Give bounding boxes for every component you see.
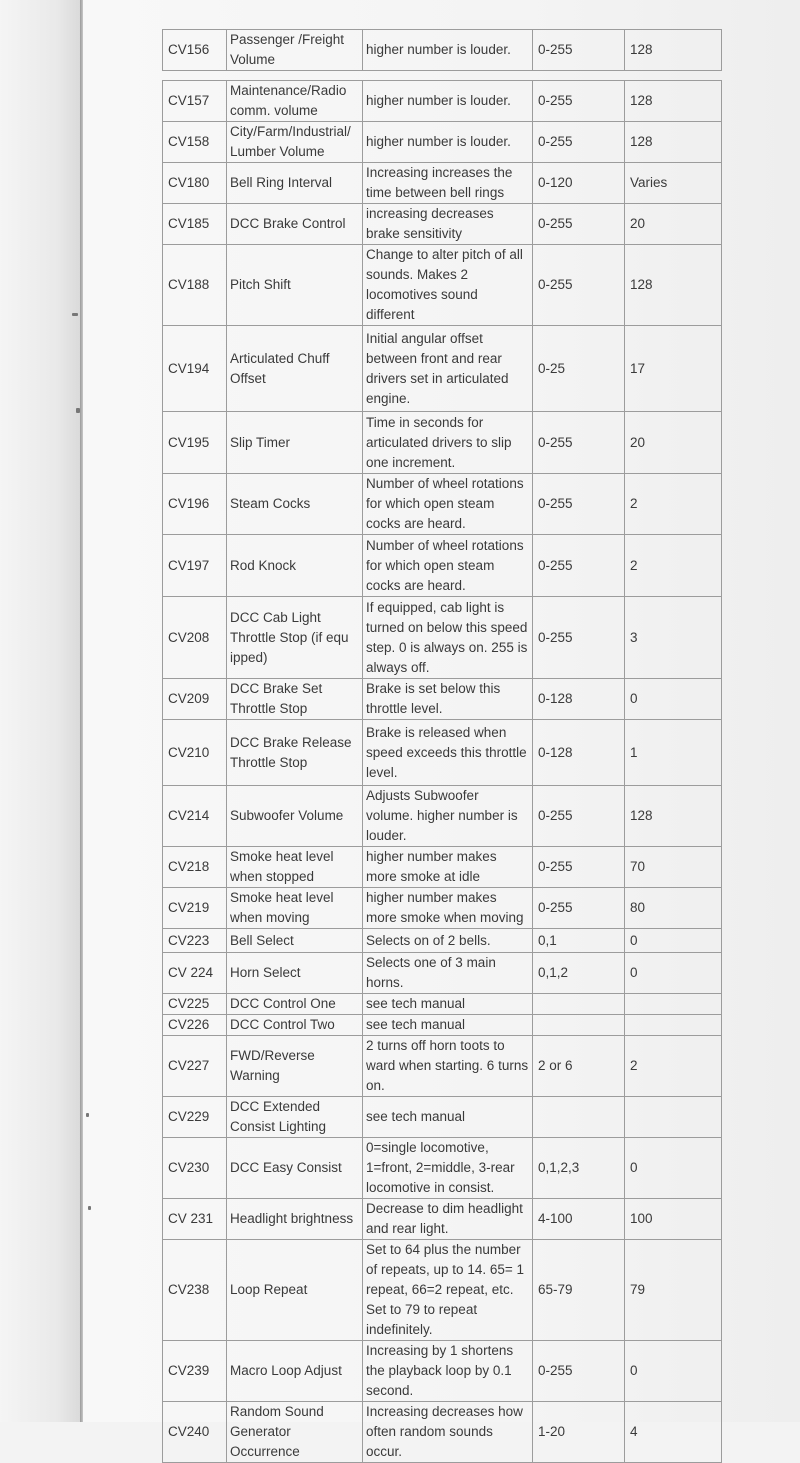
cv-name: FWD/Reverse Warning	[227, 1036, 363, 1097]
table-row	[163, 163, 722, 204]
cv-range	[533, 1015, 625, 1036]
cv-number: CV214	[163, 786, 227, 847]
cv-number: CV180	[163, 163, 227, 204]
cv-name: City/Farm/Industrial/ Lumber Volume	[227, 122, 363, 163]
cv-range: 0-255	[533, 81, 625, 122]
binding-mark	[76, 408, 80, 413]
cv-description: see tech manual	[363, 1097, 533, 1138]
cv-description: higher number is louder.	[363, 122, 533, 163]
cv-range: 0,1	[533, 929, 625, 953]
left-margin	[0, 0, 82, 1422]
cv-name: Loop Repeat	[227, 1240, 363, 1341]
cv-table-body	[163, 81, 722, 1463]
table-row	[163, 929, 722, 953]
cv-default: 4	[625, 1402, 722, 1463]
cv-description: higher number makes more smoke at idle	[363, 847, 533, 888]
cv-description: Time in seconds for articulated drivers to slip one increment.	[363, 412, 533, 474]
cv-range: 0-255	[533, 204, 625, 245]
cv-number: CV240	[163, 1402, 227, 1463]
cv-default: 128	[625, 245, 722, 326]
table-row	[163, 1341, 722, 1402]
binding-mark	[72, 313, 78, 316]
table-row	[163, 1015, 722, 1036]
cv-default: 2	[625, 1036, 722, 1097]
cv-number: CV157	[163, 81, 227, 122]
cv-name: DCC Brake Control	[227, 204, 363, 245]
cv-default: 79	[625, 1240, 722, 1341]
cv-description: Decrease to dim headlight and rear light.	[363, 1199, 533, 1240]
cv-number: CV 231	[163, 1199, 227, 1240]
cv-number: CV223	[163, 929, 227, 953]
cv-default: 0	[625, 953, 722, 994]
cv-name: Passenger /Freight Volume	[227, 30, 363, 71]
cv-table-main	[162, 80, 722, 1463]
cv-name: Bell Select	[227, 929, 363, 953]
table-row	[163, 245, 722, 326]
cv-default: 70	[625, 847, 722, 888]
cv-name: Slip Timer	[227, 412, 363, 474]
cv-description: higher number makes more smoke when moving	[363, 888, 533, 929]
cv-range: 0-255	[533, 245, 625, 326]
cv-description: see tech manual	[363, 1015, 533, 1036]
cv-default: 0	[625, 679, 722, 720]
cv-default: 20	[625, 204, 722, 245]
cv-description: higher number is louder.	[363, 81, 533, 122]
table-row	[163, 679, 722, 720]
cv-default	[625, 994, 722, 1015]
cv-range: 0-255	[533, 888, 625, 929]
cv-description: Initial angular offset between front and rear drivers set in articulated engine.	[363, 326, 533, 412]
table-row	[163, 81, 722, 122]
cv-range: 4-100	[533, 1199, 625, 1240]
table-row	[163, 122, 722, 163]
cv-default: 128	[625, 30, 722, 71]
cv-number: CV185	[163, 204, 227, 245]
cv-description: Set to 64 plus the number of repeats, up to 14. 65= 1 repeat, 66=2 repeat, etc. Set to 79 to repeat indefinitely.	[363, 1240, 533, 1341]
table-row	[163, 1036, 722, 1097]
cv-number: CV156	[163, 30, 227, 71]
table-row	[163, 30, 722, 71]
cv-name: DCC Brake Release Throttle Stop	[227, 720, 363, 786]
cv-range: 0-128	[533, 679, 625, 720]
cv-number: CV218	[163, 847, 227, 888]
cv-default: 20	[625, 412, 722, 474]
cv-default: 0	[625, 1341, 722, 1402]
cv-name: DCC Brake Set Throttle Stop	[227, 679, 363, 720]
binding-mark	[86, 1113, 89, 1117]
cv-name: DCC Control One	[227, 994, 363, 1015]
cv-range: 0-255	[533, 535, 625, 597]
table-row	[163, 888, 722, 929]
cv-default: 128	[625, 786, 722, 847]
cv-range: 0-255	[533, 474, 625, 535]
cv-description: Brake is set below this throttle level.	[363, 679, 533, 720]
cv-default	[625, 1015, 722, 1036]
cv-description: 2 turns off horn toots to ward when starting. 6 turns on.	[363, 1036, 533, 1097]
cv-description: Adjusts Subwoofer volume. higher number is louder.	[363, 786, 533, 847]
table-row	[163, 1097, 722, 1138]
cv-name: Macro Loop Adjust	[227, 1341, 363, 1402]
cv-number: CV194	[163, 326, 227, 412]
cv-range: 0-255	[533, 30, 625, 71]
cv-name: DCC Easy Consist	[227, 1138, 363, 1199]
table-row	[163, 847, 722, 888]
cv-default: 128	[625, 81, 722, 122]
cv-name: Maintenance/Radio comm. volume	[227, 81, 363, 122]
cv-number: CV209	[163, 679, 227, 720]
cv-description: 0=single locomotive, 1=front, 2=middle, 3-rear locomotive in consist.	[363, 1138, 533, 1199]
cv-range: 0,1,2	[533, 953, 625, 994]
cv-default: 0	[625, 1138, 722, 1199]
cv-table-top	[162, 29, 722, 71]
cv-number: CV208	[163, 597, 227, 679]
cv-description: Number of wheel rotations for which open steam cocks are heard.	[363, 535, 533, 597]
table-row	[163, 953, 722, 994]
cv-description: Increasing increases the time between bell rings	[363, 163, 533, 204]
cv-range	[533, 994, 625, 1015]
cv-description: Increasing decreases how often random sounds occur.	[363, 1402, 533, 1463]
cv-description: higher number is louder.	[363, 30, 533, 71]
cv-number: CV230	[163, 1138, 227, 1199]
cv-default: 2	[625, 474, 722, 535]
cv-range: 0,1,2,3	[533, 1138, 625, 1199]
cv-name: DCC Extended Consist Lighting	[227, 1097, 363, 1138]
cv-description: see tech manual	[363, 994, 533, 1015]
cv-default: 17	[625, 326, 722, 412]
cv-range	[533, 1097, 625, 1138]
cv-description: Selects on of 2 bells.	[363, 929, 533, 953]
cv-number: CV197	[163, 535, 227, 597]
cv-number: CV195	[163, 412, 227, 474]
cv-number: CV227	[163, 1036, 227, 1097]
cv-range: 0-255	[533, 847, 625, 888]
cv-description: Change to alter pitch of all sounds. Makes 2 locomotives sound different	[363, 245, 533, 326]
cv-name: Bell Ring Interval	[227, 163, 363, 204]
cv-default: 1	[625, 720, 722, 786]
cv-name: DCC Cab Light Throttle Stop (if equ ipped)	[227, 597, 363, 679]
cv-default: 128	[625, 122, 722, 163]
table-row	[163, 204, 722, 245]
cv-name: Steam Cocks	[227, 474, 363, 535]
cv-name: Articulated Chuff Offset	[227, 326, 363, 412]
cv-description: Brake is released when speed exceeds this throttle level.	[363, 720, 533, 786]
table-row	[163, 720, 722, 786]
cv-range: 1-20	[533, 1402, 625, 1463]
cv-range: 0-255	[533, 1341, 625, 1402]
cv-default: 100	[625, 1199, 722, 1240]
cv-number: CV229	[163, 1097, 227, 1138]
table-row	[163, 597, 722, 679]
binding-gutter	[80, 0, 83, 1422]
cv-name: Subwoofer Volume	[227, 786, 363, 847]
cv-default	[625, 1097, 722, 1138]
cv-name: Smoke heat level when stopped	[227, 847, 363, 888]
cv-range: 2 or 6	[533, 1036, 625, 1097]
cv-range: 0-255	[533, 597, 625, 679]
cv-number: CV239	[163, 1341, 227, 1402]
cv-description: Selects one of 3 main horns.	[363, 953, 533, 994]
cv-default: 0	[625, 929, 722, 953]
cv-default: 2	[625, 535, 722, 597]
cv-name: DCC Control Two	[227, 1015, 363, 1036]
cv-number: CV238	[163, 1240, 227, 1341]
table-row	[163, 1240, 722, 1341]
cv-range: 0-25	[533, 326, 625, 412]
cv-number: CV210	[163, 720, 227, 786]
table-row	[163, 326, 722, 412]
cv-number: CV219	[163, 888, 227, 929]
cv-description: increasing decreases brake sensitivity	[363, 204, 533, 245]
table-row	[163, 412, 722, 474]
cv-default: 3	[625, 597, 722, 679]
table-row	[163, 535, 722, 597]
cv-range: 0-255	[533, 786, 625, 847]
cv-number: CV188	[163, 245, 227, 326]
cv-name: Headlight brightness	[227, 1199, 363, 1240]
cv-name: Rod Knock	[227, 535, 363, 597]
table-row	[163, 994, 722, 1015]
cv-description: Number of wheel rotations for which open steam cocks are heard.	[363, 474, 533, 535]
table-row	[163, 1199, 722, 1240]
cv-range: 0-255	[533, 412, 625, 474]
cv-range: 0-128	[533, 720, 625, 786]
cv-description: Increasing by 1 shortens the playback loop by 0.1 second.	[363, 1341, 533, 1402]
cv-number: CV 224	[163, 953, 227, 994]
cv-default: Varies	[625, 163, 722, 204]
cv-name: Smoke heat level when moving	[227, 888, 363, 929]
cv-name: Random Sound Generator Occurrence	[227, 1402, 363, 1463]
cv-number: CV158	[163, 122, 227, 163]
cv-range: 0-120	[533, 163, 625, 204]
cv-name: Pitch Shift	[227, 245, 363, 326]
cv-description: If equipped, cab light is turned on below this speed step. 0 is always on. 255 is always off.	[363, 597, 533, 679]
table-row	[163, 786, 722, 847]
cv-number: CV225	[163, 994, 227, 1015]
binding-mark	[88, 1206, 91, 1210]
cv-range: 65-79	[533, 1240, 625, 1341]
cv-number: CV196	[163, 474, 227, 535]
table-row	[163, 474, 722, 535]
table-row	[163, 1402, 722, 1463]
cv-range: 0-255	[533, 122, 625, 163]
cv-default: 80	[625, 888, 722, 929]
cv-name: Horn Select	[227, 953, 363, 994]
table-row	[163, 1138, 722, 1199]
cv-number: CV226	[163, 1015, 227, 1036]
